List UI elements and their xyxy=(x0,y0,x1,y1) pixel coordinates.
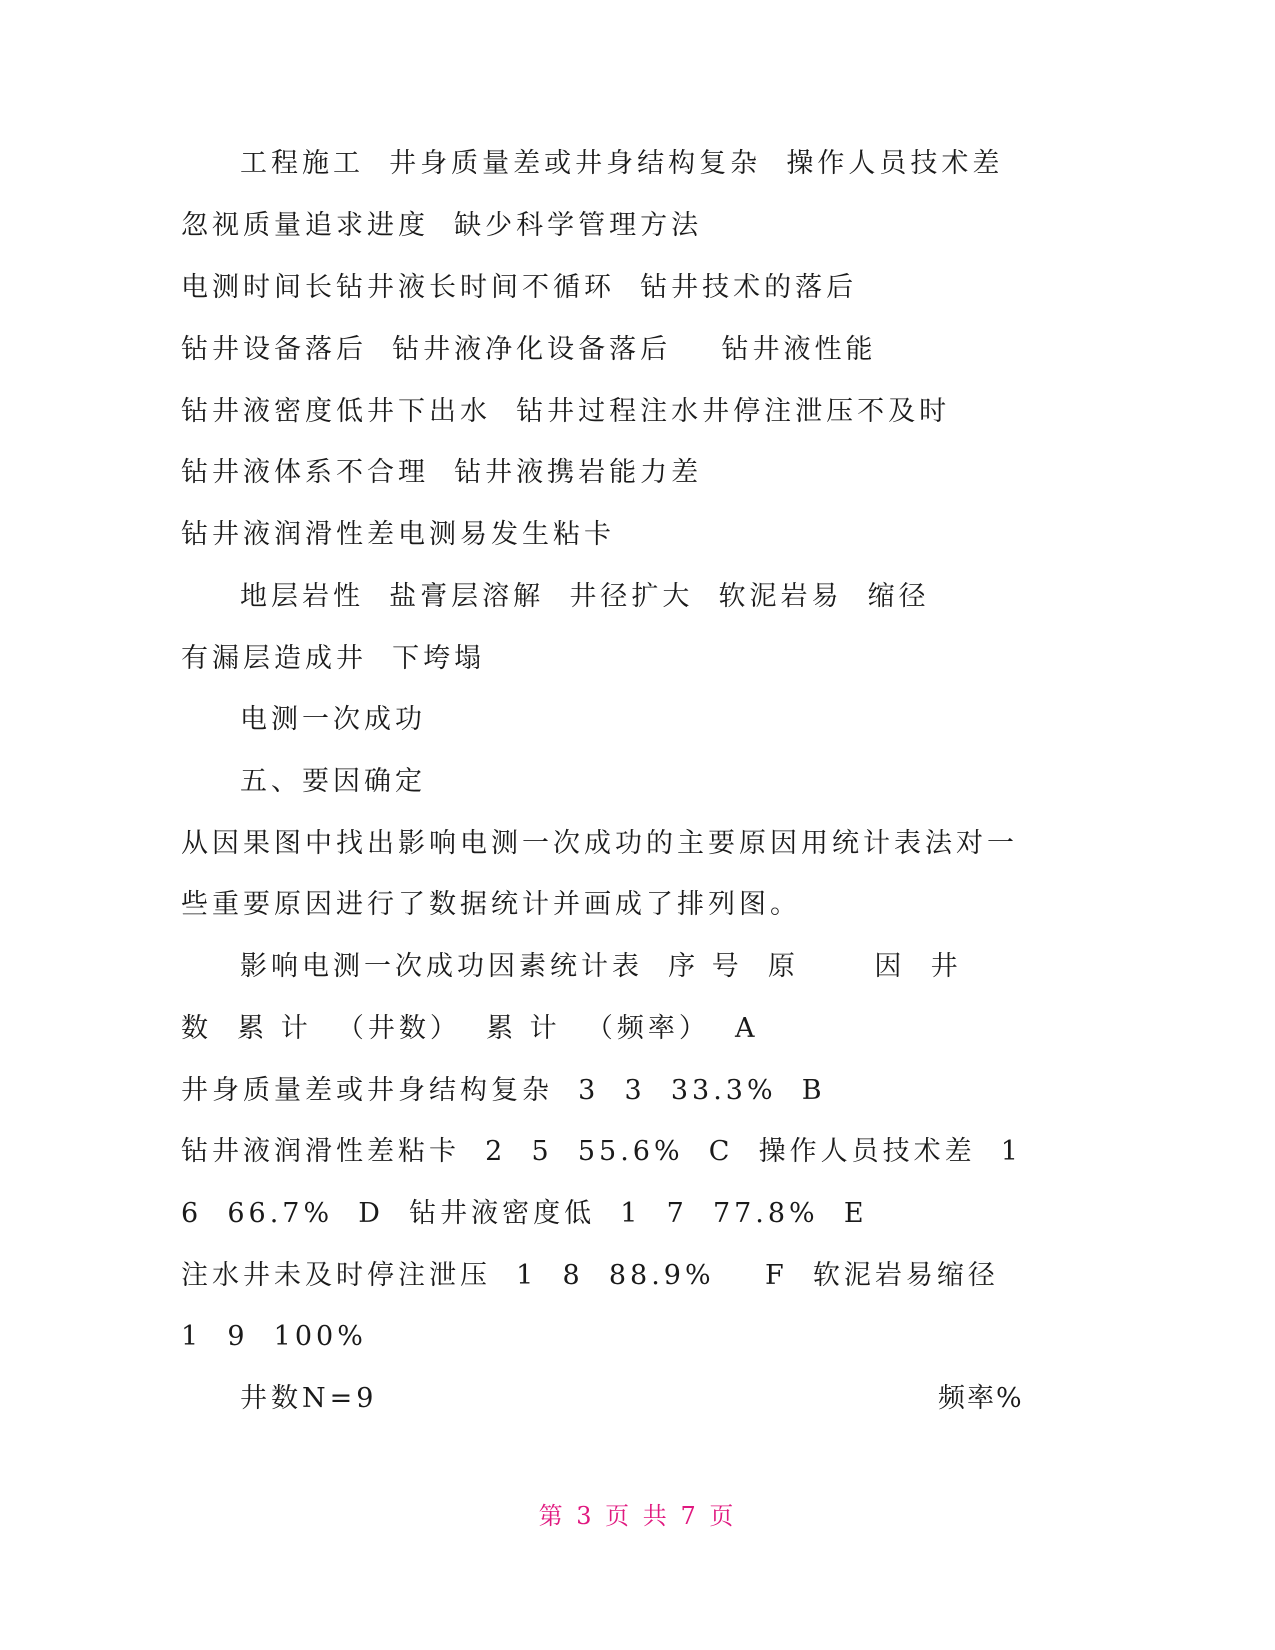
text-line-1: 工程施工 井身质量差或井身结构复杂 操作人员技术差 xyxy=(240,148,1004,179)
page-footer: 第 3 页 共 7 页 xyxy=(538,1502,737,1530)
text-line-9: 有漏层造成井 下垮塌 xyxy=(181,643,486,674)
text-line-12: 从因果图中找出影响电测一次成功的主要原因用统计表法对一 xyxy=(181,828,1018,859)
well-count-label: 井数N=9 xyxy=(240,1383,378,1414)
text-line-10: 电测一次成功 xyxy=(240,704,426,735)
text-line-8: 地层岩性 盐膏层溶解 井径扩大 软泥岩易 缩径 xyxy=(240,581,930,612)
frequency-label: 频率% xyxy=(938,1383,1024,1414)
table-caption-line: 影响电测一次成功因素统计表 序 号 原 因 井 xyxy=(240,951,962,982)
text-line-6: 钻井液体系不合理 钻井液携岩能力差 xyxy=(181,457,703,488)
text-line-7: 钻井液润滑性差电测易发生粘卡 xyxy=(181,519,615,550)
text-line-5: 钻井液密度低井下出水 钻井过程注水井停注泄压不及时 xyxy=(181,396,951,427)
text-line-2: 忽视质量追求进度 缺少科学管理方法 xyxy=(181,210,703,241)
table-row-line-3: 6 66.7% D 钻井液密度低 1 7 77.8% E xyxy=(181,1198,868,1229)
table-row-line-2: 钻井液润滑性差粘卡 2 5 55.6% C 操作人员技术差 1 xyxy=(181,1136,1022,1167)
table-row-line-4: 注水井未及时停注泄压 1 8 88.9% F 软泥岩易缩径 xyxy=(181,1260,999,1291)
text-line-3: 电测时间长钻井液长时间不循环 钻井技术的落后 xyxy=(181,272,858,303)
text-line-13: 些重要原因进行了数据统计并画成了排列图。 xyxy=(181,889,801,920)
table-row-line-5: 1 9 100% xyxy=(181,1321,367,1352)
table-header-line: 数 累 计 （井数） 累 计 （频率） A xyxy=(181,1013,759,1044)
text-line-4: 钻井设备落后 钻井液净化设备落后 钻井液性能 xyxy=(181,334,877,365)
section-heading: 五、要因确定 xyxy=(240,766,426,797)
table-row-line-1: 井身质量差或井身结构复杂 3 3 33.3% B xyxy=(181,1075,826,1106)
